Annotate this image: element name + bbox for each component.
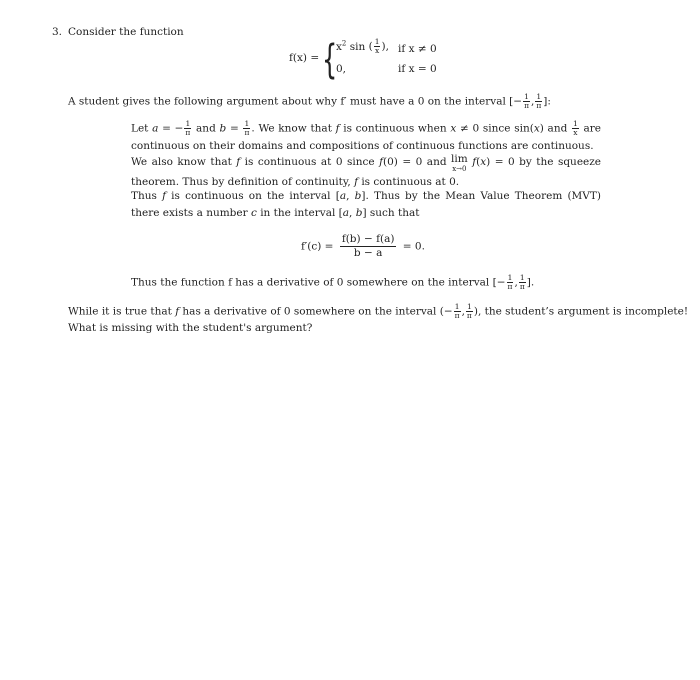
lead-in-text: A student gives the following argument about why f′ must have a 0 on the interval [− $\frac{1}{\pi}$ , $\frac{1}{\pi}$ ]:: [68, 92, 551, 110]
case2-expression: 0,: [336, 63, 347, 75]
left-brace: {: [322, 37, 338, 83]
question-line-2: What is missing with the student's argument?: [68, 322, 313, 334]
argument-paragraph-1: Let a = − $\frac{1}{\pi}$ and b = $\frac{1}{\pi}$ . We know that f is continuous when x ≠ 0 since sin(x) and $\frac{1}{x}$ are continuous on their domains and compositions of continuous functions are continuous.: [131, 119, 601, 152]
case1-condition: if x ≠ 0: [398, 43, 437, 55]
problem-number: 3.: [52, 26, 63, 38]
mvt-equation: f′(c) = $\frac{f(b) - f(a)}{b - a}$ = 0.: [301, 233, 425, 259]
case1-expression: $x^2$ sin ( $\frac{1}{x}$ ),: [336, 37, 389, 55]
problem-intro: Consider the function: [68, 26, 184, 38]
argument-conclusion: Thus the function f has a derivative of 0 somewhere on the interval [− $\frac{1}{\pi}$ , $\frac{1}{\pi}$ ].: [131, 273, 535, 291]
case2-condition: if x = 0: [398, 63, 437, 75]
question-line-1: While it is true that f has a derivative of 0 somewhere on the interval (− $\frac{1}{\pi}$ , $\frac{1}{\pi}$ ), the student’s argument is incomplete!: [68, 302, 689, 320]
function-lhs: f(x) =: [289, 52, 320, 64]
argument-paragraph-2: We also know that f is continuous at 0 since f(0) = 0 and lim x→0 f(x) = 0 by the squeeze theorem. Thus by definition of continuity, f is continuous at 0.: [131, 153, 601, 188]
argument-paragraph-3: Thus f is continuous on the interval [a, b]. Thus by the Mean Value Theorem (MVT) there exists a number c in the interval [a, b] such that: [131, 190, 601, 219]
